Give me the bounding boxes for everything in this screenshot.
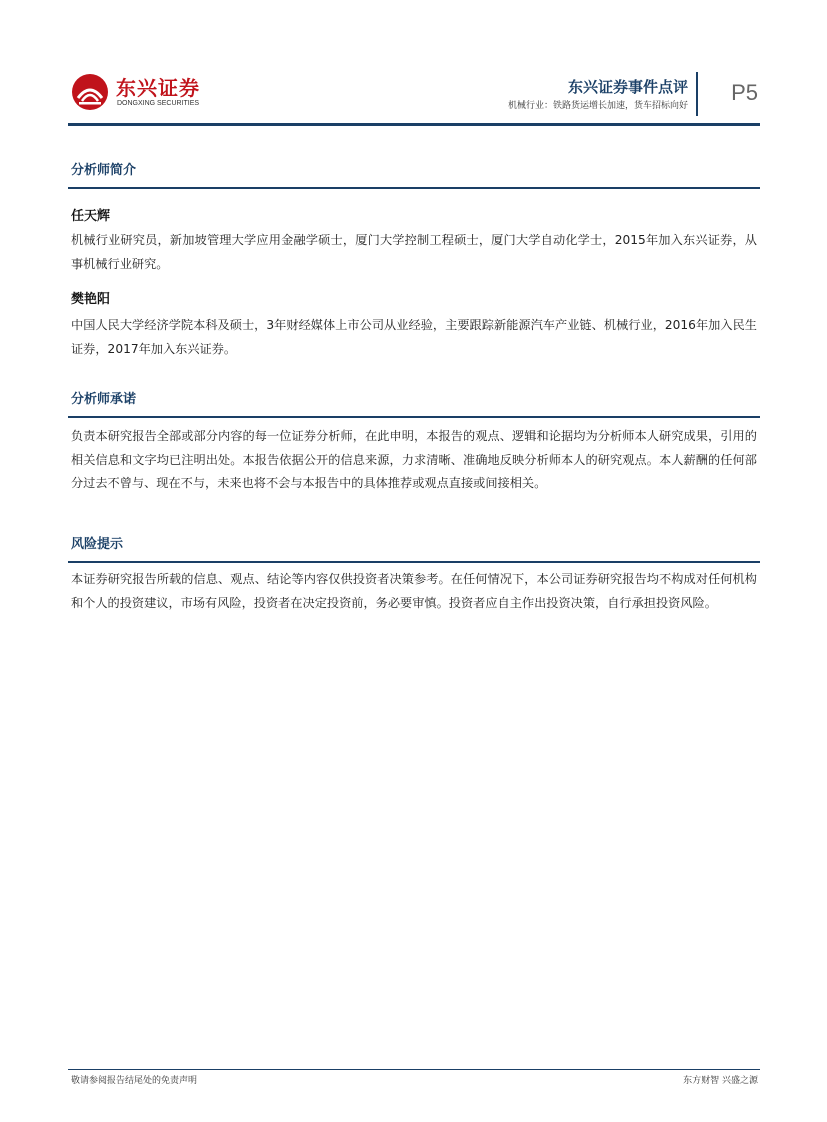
logo-english-name: DONGXING SECURITIES [117,100,200,107]
section-title: 风险提示 [71,537,124,552]
section-rule [68,187,760,189]
dongxing-logo-icon [70,72,110,112]
risk-text: 本证券研究报告所载的信息、观点、结论等内容仅供投资者决策参考。在任何情况下，本公司证券研究报告均不构成对任何机构和个人的投资建议，市场有风险，投资者在决定投资前，务必要审慎。投资者应自主作出投资决策，自行承担投资风险。 [71,572,757,610]
section-commitment-heading [68,391,760,418]
section-analysts-heading [68,162,760,189]
report-subtitle: 机械行业：铁路货运增长加速，货车招标向好 [507,101,688,111]
logo-chinese-name: 东兴证券 [116,76,200,100]
section-title: 分析师简介 [71,163,137,178]
page-header [68,68,760,126]
section-title: 分析师承诺 [71,392,137,407]
analyst-bio: 机械行业研究员，新加坡管理大学应用金融学硕士，厦门大学控制工程硕士，厦门大学自动化学士，2015年加入东兴证券，从事机械行业研究。 [71,233,757,271]
report-series-title: 东兴证券事件点评 [567,78,688,96]
footer-disclaimer-note: 敬请参阅报告结尾处的免责声明 [71,1076,198,1086]
analyst-name: 樊艳阳 [71,292,111,307]
section-rule [68,561,760,563]
analyst-bio: 中国人民大学经济学院本科及硕士，3年财经媒体上市公司从业经验，主要跟踪新能源汽车产业链、机械行业，2016年加入民生证券，2017年加入东兴证券。 [71,318,757,356]
header-rule [68,123,760,126]
section-rule [68,416,760,418]
analyst-name: 任天辉 [71,209,111,224]
section-risk-heading [68,536,760,563]
header-divider [696,72,698,116]
page-number: P5 [731,80,758,105]
footer-slogan: 东方财智 兴盛之源 [683,1076,758,1086]
footer-rule [68,1069,760,1070]
commitment-text: 负责本研究报告全部或部分内容的每一位证券分析师，在此申明，本报告的观点、逻辑和论据均为分析师本人研究成果，引用的相关信息和文字均已注明出处。本报告依据公开的信息来源，力求清晰、准确地反映分析师本人的研究观点。本人薪酬的任何部分过去不曾与、现在不与，未来也将不会与本报告中的具体推荐或观点直接或间接相关。 [71,429,757,490]
